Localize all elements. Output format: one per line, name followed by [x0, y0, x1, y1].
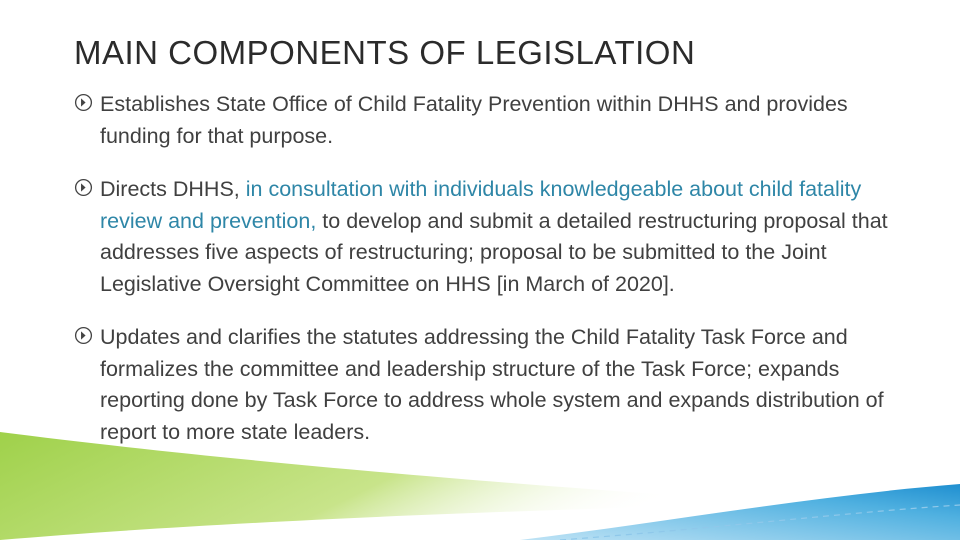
circled-arrow-right-icon — [74, 326, 93, 345]
text-segment: Updates and clarifies the statutes addressing the Child Fatality Task Force and formalizes the committee and leadership structure of the Task Force; expands reporting done by Task Force to address whole system and expands distribution of report to more state leaders. — [100, 325, 884, 444]
bullet-text — [100, 174, 904, 300]
text-segment: to develop and submit a detailed restructuring proposal that addresses five aspects of restructuring; proposal to be submitted to the Joint Legislative Oversight Committee on HHS [in March of 2020]. — [100, 208, 888, 296]
bullet-text — [100, 89, 904, 152]
circled-arrow-right-icon — [74, 178, 93, 197]
highlighted-text: in consultation with individuals knowledgeable about child fatality review and prevention, — [100, 177, 862, 233]
bullet-list — [74, 89, 904, 470]
bullet-item — [74, 89, 904, 152]
bullet-item — [74, 174, 904, 300]
page-title: MAIN COMPONENTS OF LEGISLATION — [74, 34, 696, 71]
text-segment: Directs DHHS, — [100, 177, 246, 201]
circled-arrow-right-icon — [74, 93, 93, 112]
bullet-item — [74, 322, 904, 448]
bullet-text — [100, 322, 904, 448]
text-segment: Establishes State Office of Child Fatality Prevention within DHHS and provides funding for that purpose. — [100, 92, 848, 148]
